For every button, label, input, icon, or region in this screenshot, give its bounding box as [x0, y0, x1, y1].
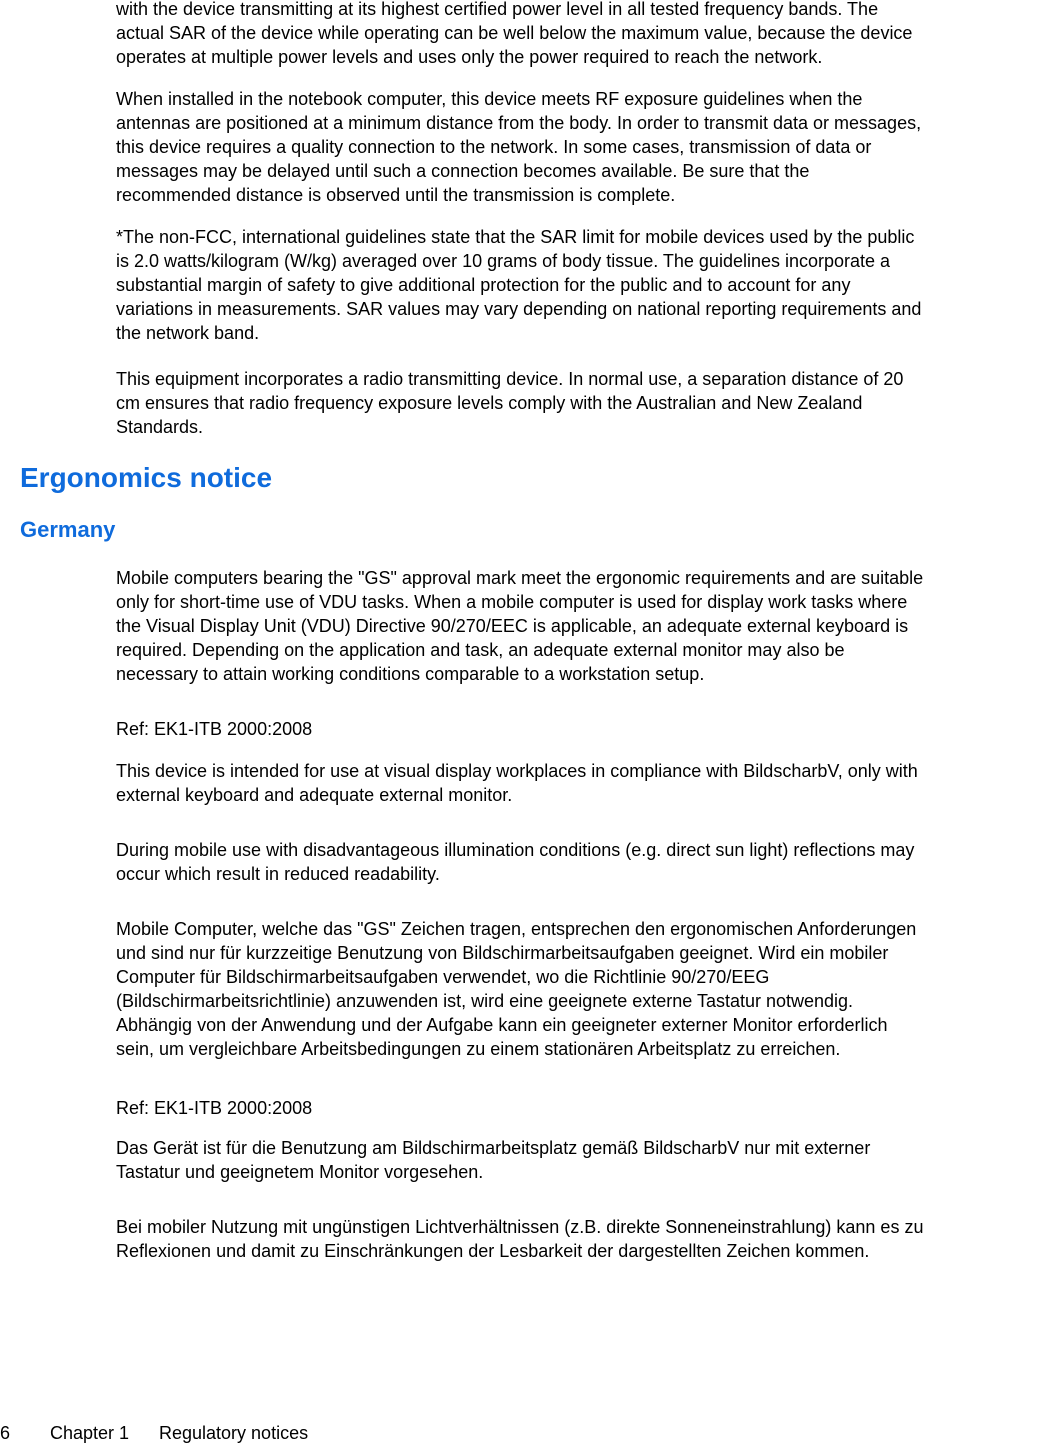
paragraph-bildscharbv-en: This device is intended for use at visual display workplaces in compliance with BildscharbV, only with external keyboard and adequate external monitor.	[116, 761, 918, 805]
heading-germany: Germany	[20, 517, 116, 542]
paragraph-bildscharbv-de: Das Gerät ist für die Benutzung am Bildschirmarbeitsplatz gemäß BildscharbV nur mit externer Tastatur und geeignetem Monitor vorgesehen.	[116, 1138, 871, 1182]
page-number: 6	[0, 1423, 11, 1443]
paragraph-gs-mark-en: Mobile computers bearing the "GS" approval mark meet the ergonomic requirements and are suitable only for short-time use of VDU tasks. When a mobile computer is used for display work tasks where the Visual Display Unit (VDU) Directive 90/270/EEC is applicable, an adequate external keyboard is required. Depending on the application and task, an adequate external monitor may also be necessary to attain working conditions comparable to a workstation setup.	[116, 568, 924, 684]
paragraph-non-fcc-guidelines: *The non-FCC, international guidelines state that the SAR limit for mobile devices used by the public is 2.0 watts/kilogram (W/kg) averaged over 10 grams of body tissue. The guidelines incorporate a substantial margin of safety to give additional protection for the public and to account for any variations in measurements. SAR values may vary depending on national reporting requirements and the network band.	[116, 227, 922, 343]
heading-ergonomics-notice: Ergonomics notice	[20, 462, 273, 493]
paragraph-rf-exposure: When installed in the notebook computer, this device meets RF exposure guidelines when the antennas are positioned at a minimum distance from the body. In order to transmit data or messages, this device requires a quality connection to the network. In some cases, transmission of data or messages may be delayed until such a connection becomes available. Be sure that the recommended distance is observed until the transmission is complete.	[116, 89, 922, 205]
paragraph-sar-measurement: with the device transmitting at its highest certified power level in all tested frequency bands. The actual SAR of the device while operating can be well below the maximum value, because the device operates at multiple power levels and uses only the power required to reach the network.	[116, 0, 913, 67]
paragraph-ref-en: Ref: EK1-ITB 2000:2008	[116, 719, 313, 739]
paragraph-illumination-de: Bei mobiler Nutzung mit ungünstigen Lichtverhältnissen (z.B. direkte Sonneneinstrahlung) kann es zu Reflexionen und damit zu Einschränkungen der Lesbarkeit der dargestellten Zeichen kommen.	[116, 1217, 924, 1261]
chapter-title: Regulatory notices	[159, 1423, 309, 1443]
paragraph-australia-nz: This equipment incorporates a radio transmitting device. In normal use, a separation distance of 20 cm ensures that radio frequency exposure levels comply with the Australian and New Zealand Standards.	[116, 369, 904, 437]
paragraph-ref-de: Ref: EK1-ITB 2000:2008	[116, 1098, 313, 1118]
chapter-label: Chapter 1	[50, 1423, 130, 1443]
paragraph-gs-mark-de: Mobile Computer, welche das "GS" Zeichen tragen, entsprechen den ergonomischen Anforderungen und sind nur für kurzzeitige Benutzung von Bildschirmarbeitsaufgaben geeignet. Wird ein mobiler Computer für Bildschirmarbeitsaufgaben verwendet, wo die Richtlinie 90/270/EEG (Bildschirmarbeitsrichtlinie) anzuwenden ist, wird eine geeignete externe Tastatur notwendig. Abhängig von der Anwendung und der Aufgabe kann ein geeigneter externer Monitor erforderlich sein, um vergleichbare Arbeitsbedingungen zu einem stationären Arbeitsplatz zu erreichen.	[116, 919, 917, 1059]
paragraph-illumination-en: During mobile use with disadvantageous illumination conditions (e.g. direct sun light) reflections may occur which result in reduced readability.	[116, 840, 915, 884]
